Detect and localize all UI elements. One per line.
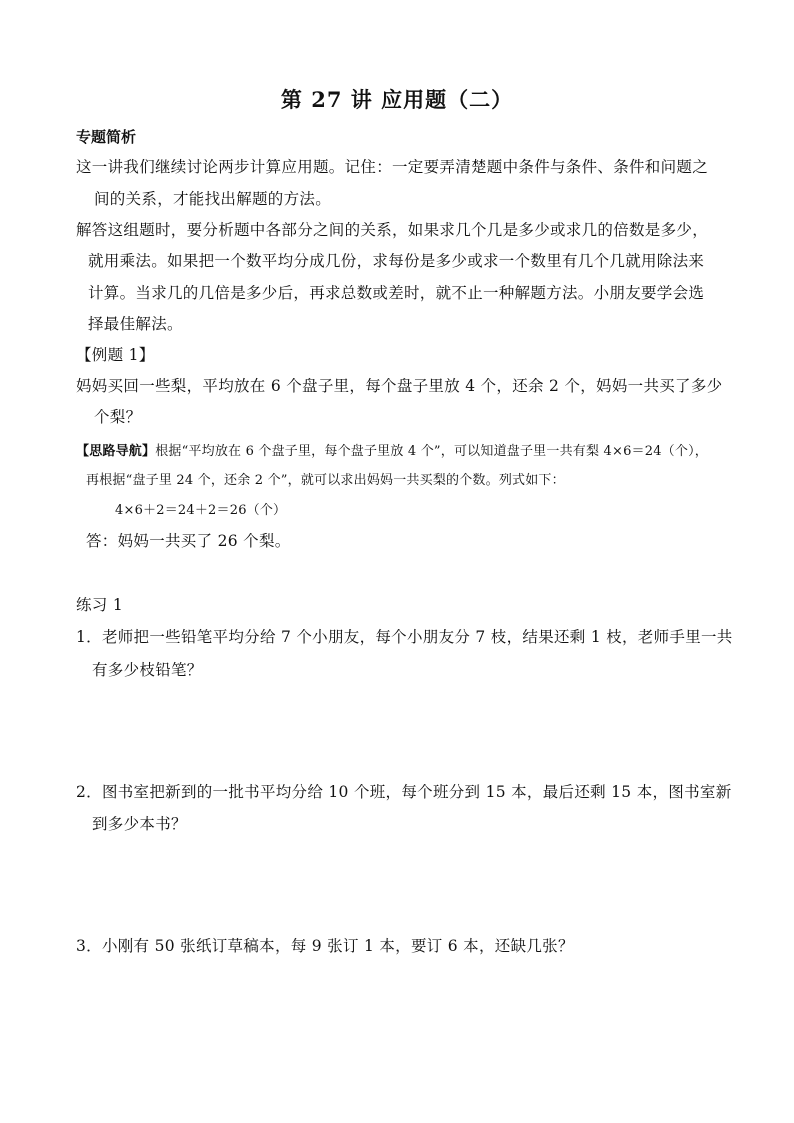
example-question-line-1: 妈妈买回一些梨，平均放在 6 个盘子里，每个盘子里放 4 个，还余 2 个，妈妈一共买了多少 [76,377,723,395]
intro-paragraph-1-line-1: 这一讲我们继续讨论两步计算应用题。记住：一定要弄清楚题中条件与条件、条件和问题之 [76,158,709,176]
example-question-line-2: 个梨？ [94,408,142,426]
intro-paragraph-2-line-1: 解答这组题时，要分析题中各部分之间的关系，如果求几个几是多少或求几的倍数是多少， [76,221,709,239]
hint-text-1: 根据“平均放在 6 个盘子里，每个盘子里放 4 个”，可以知道盘子里一共有梨 4×6＝24（个）， [155,444,708,459]
question-2-line-2: 到多少本书？ [92,815,187,833]
practice-label: 练习 1 [76,596,123,614]
intro-paragraph-2-line-2: 就用乘法。如果把一个数平均分成几份，求每份是多少或求一个数里有几个几就用除法来 [88,252,705,270]
hint-line-2: 再根据“盘子里 24 个，还余 2 个”，就可以求出妈妈一共买梨的个数。列式如下： [86,473,565,488]
section-heading: 专题简析 [76,128,137,146]
intro-paragraph-2-line-3: 计算。当求几的几倍是多少后，再求总数或差时，就不止一种解题方法。小朋友要学会选 [88,284,705,302]
question-1-line-2: 有多少枝铅笔？ [92,661,203,679]
hint-line-1 [76,440,708,459]
question-2-line-1: 2．图书室把新到的一批书平均分给 10 个班，每个班分到 15 本，最后还剩 15 本，图书室新 [76,783,732,801]
question-3-line-1: 3．小刚有 50 张纸订草稿本，每 9 张订 1 本，要订 6 本，还缺几张？ [76,937,574,955]
answer-line: 答：妈妈一共买了 26 个梨。 [86,532,291,550]
solution-formula: 4×6＋2＝24＋2＝26（个） [115,503,287,518]
lecture-title: 第 27 讲 应用题（二） [280,87,514,112]
intro-paragraph-2-line-4: 择最佳解法。 [88,315,183,333]
intro-paragraph-1-line-2: 间的关系，才能找出解题的方法。 [94,190,332,208]
example-label: 【例题 1】 [76,346,155,364]
question-1-line-1: 1．老师把一些铅笔平均分给 7 个小朋友，每个小朋友分 7 枝，结果还剩 1 枝，老师手里一共 [76,628,733,646]
hint-label: 【思路导航】 [76,444,156,459]
